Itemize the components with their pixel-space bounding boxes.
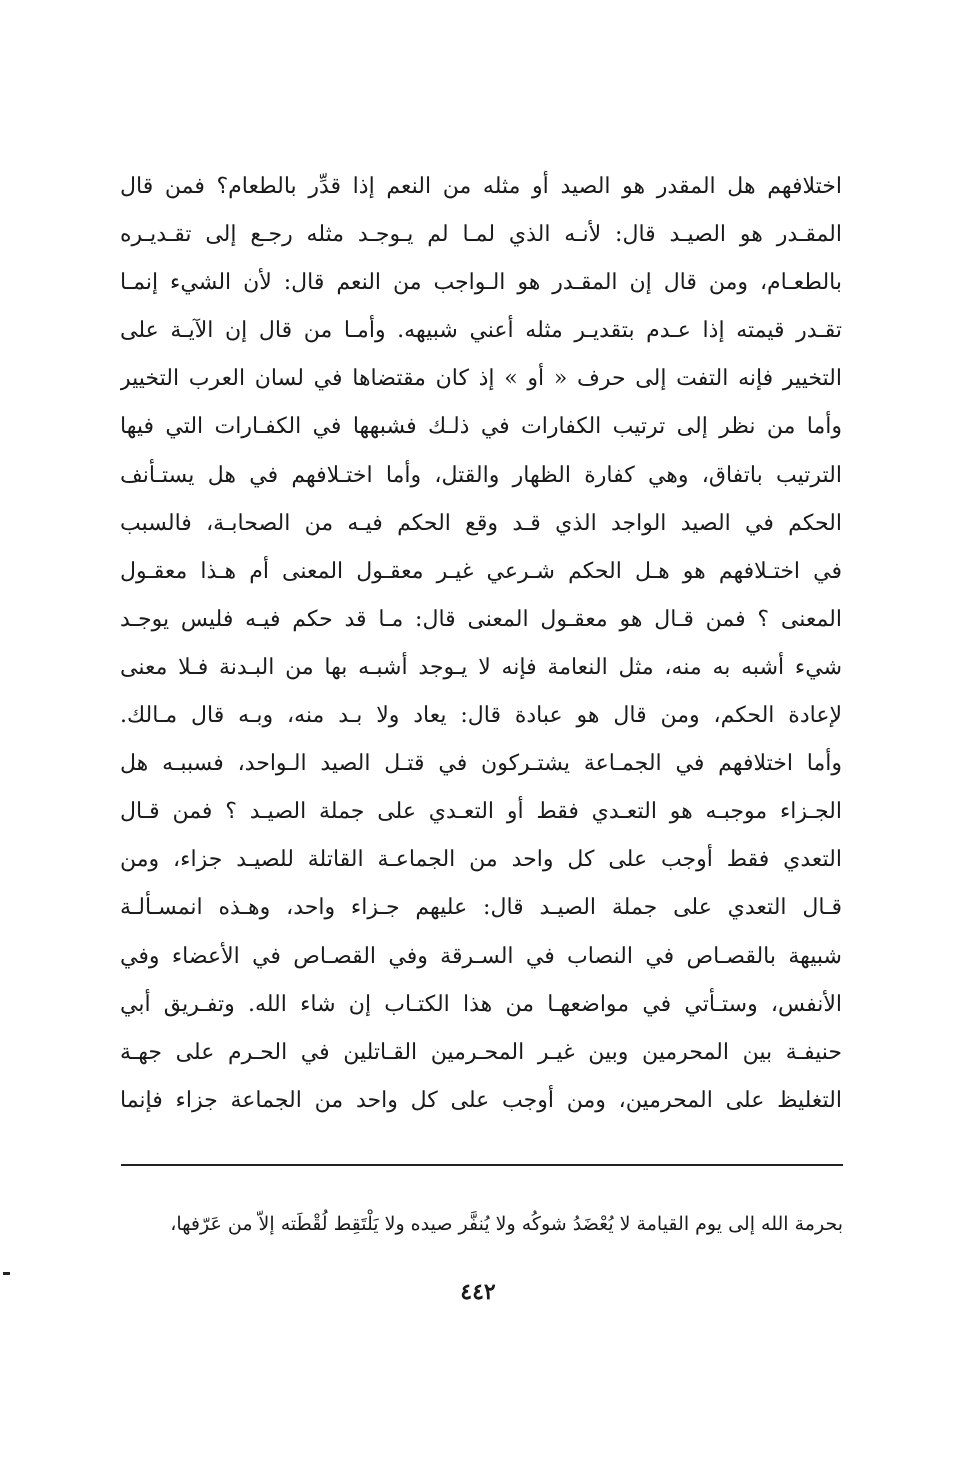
text-line: شيء أشبه به منه، مثل النعامة فإنه لا يـوجد أشبـه بها من البـدنة فـلا معنى <box>120 654 842 680</box>
text-line: المقـدر هو الصيـد قال: لأنـه الذي لمـا لم يـوجـد مثله رجـع إلى تقـديـره <box>120 222 842 248</box>
text-line: شبيهة بالقصـاص في النصاب في السـرقة وفي القصـاص في الأعضاء وفي <box>120 943 842 969</box>
text-line: التعدي فقط أوجب على كل واحد من الجماعـة القاتلة للصيـد جزاء، ومن <box>120 847 842 873</box>
text-line: المعنى ؟ فمن قـال هو معقـول المعنى قال: مـا قد حكم فيـه فليس يوجـد <box>120 606 842 632</box>
main-text-block <box>120 163 842 1125</box>
text-line: وأما اختلافهم في الجمـاعة يشتـركون في قتـل الصيد الـواحد، فسببـه هل <box>120 751 842 777</box>
text-line: اختلافهم هل المقدر هو الصيد أو مثله من النعم إذا قدِّر بالطعام؟ فمن قال <box>120 174 842 199</box>
footnote-separator-rule <box>121 1164 843 1166</box>
text-line: لإعادة الحكم، ومن قال هو عبادة قال: يعاد ولا بـد منه، وبـه قال مـالك. <box>120 703 842 729</box>
text-line: بالطعـام، ومن قال إن المقـدر هو الـواجب من النعم قال: لأن الشيء إنمـا <box>120 270 842 296</box>
text-line: التغليظ على المحرمين، ومن أوجب على كل واحد من الجماعة جزاء فإنما <box>120 1087 842 1113</box>
text-line: حنيفـة بين المحرمين وبين غيـر المحـرمين القـاتلين في الحـرم على جهـة <box>120 1039 842 1065</box>
text-line: الجـزاء موجبـه هو التعـدي فقط أو التعـدي على جملة الصيـد ؟ فمن قـال <box>120 799 842 825</box>
text-line: قـال التعدي على جملة الصيـد قال: عليهم جـزاء واحد، وهـذه انمسـألـة <box>120 895 842 921</box>
footnote-text: بحرمة الله إلى يوم القيامة لا يُعْضَدُ شوكُه ولا يُنفَّر صيده ولا يَلْتَقِط لُقْطَته إلاّ من عَرّفها، <box>170 1213 843 1235</box>
page-number: ٤٤٢ <box>460 1279 496 1305</box>
text-line: الأنفس، وستـأتي في مواضعهـا من هذا الكتـاب إن شاء الله. وتفـريق أبي <box>120 991 842 1017</box>
text-line: الحكم في الصيد الواجد الذي قـد وقع الحكم فيـه من الصحابـة، فالسبب <box>120 510 842 536</box>
text-line: وأما من نظر إلى ترتيب الكفارات في ذلـك فشبهها في الكفـارات التي فيها <box>120 414 842 440</box>
text-line: الترتيب باتفاق، وهي كفارة الظهار والقتل، وأما اختـلافهم في هل يستـأنف <box>120 462 842 488</box>
text-line: التخيير فإنه التفت إلى حرف « أو » إذ كان مقتضاها في لسان العرب التخيير <box>120 366 842 392</box>
text-line: في اختـلافهم هو هـل الحكم شـرعي غيـر معقـول المعنى أم هـذا معقـول <box>120 558 842 584</box>
text-line: تقـدر قيمته إذا عـدم بتقديـر مثله أعني شبيهه. وأمـا من قال إن الآيـة على <box>120 318 842 344</box>
scan-mark <box>3 1272 10 1275</box>
